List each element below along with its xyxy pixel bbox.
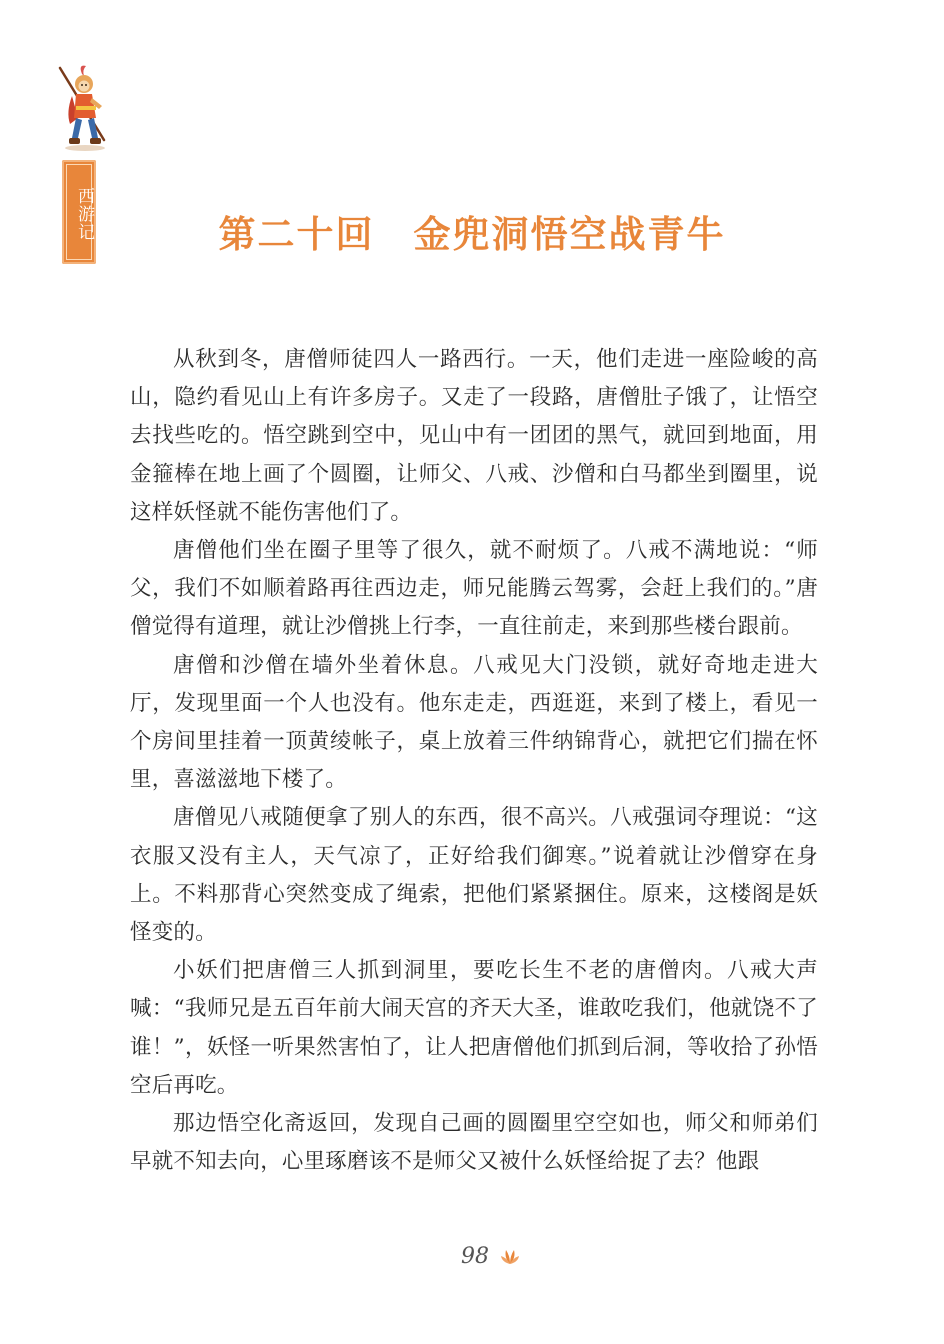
- chapter-title: 第二十回 金兜洞悟空战青牛: [218, 212, 726, 256]
- leaf-ornament-icon: [500, 1246, 520, 1266]
- page-number: 98: [461, 1244, 489, 1269]
- paragraph: 唐僧见八戒随便拿了别人的东西，很不高兴。八戒强词夺理说：“这衣服又没有主人，天气凉了，正好给我们御寒。”说着就让沙僧穿在身上。不料那背心突然变成了绳索，把他们紧紧捆住。原来，这楼阁是妖怪变的。: [130, 805, 818, 946]
- paragraph: 唐僧他们坐在圈子里等了很久，就不耐烦了。八戒不满地说：“师父，我们不如顺着路再往西边走，师兄能腾云驾雾，会赶上我们的。”唐僧觉得有道理，就让沙僧挑上行李，一直往前走，来到那些楼台跟前。: [130, 538, 818, 640]
- page-footer: [0, 1240, 944, 1276]
- book-title-text: 西游记: [74, 187, 94, 241]
- chapter-body: [130, 341, 818, 1181]
- monkey-king-illustration: [52, 62, 114, 158]
- paragraph: 唐僧和沙僧在墙外坐着休息。八戒见大门没锁，就好奇地走进大厅，发现里面一个人也没有。他东走走，西逛逛，来到了楼上，看见一个房间里挂着一顶黄绫帐子，桌上放着三件纳锦背心，就把它们揣在怀里，喜滋滋地下楼了。: [130, 652, 818, 793]
- paragraph: 小妖们把唐僧三人抓到洞里，要吃长生不老的唐僧肉。八戒大声喊：“我师兄是五百年前大闹天宫的齐天大圣，谁敢吃我们，他就饶不了谁！”，妖怪一听果然害怕了，让人把唐僧他们抓到后洞，等收拾了孙悟空后再吃。: [130, 958, 818, 1098]
- paragraph: 从秋到冬，唐僧师徒四人一路西行。一天，他们走进一座险峻的高山，隐约看见山上有许多房子。又走了一段路，唐僧肚子饿了，让悟空去找些吃的。悟空跳到空中，见山中有一团团的黑气，就回到地面，用金箍棒在地上画了个圆圈，让师父、八戒、沙僧和白马都坐到圈里，说这样妖怪就不能伤害他们了。: [130, 347, 818, 525]
- paragraph: 那边悟空化斋返回，发现自己画的圆圈里空空如也，师父和师弟们早就不知去向，心里琢磨该不是师父又被什么妖怪给捉了去？他跟: [130, 1111, 818, 1175]
